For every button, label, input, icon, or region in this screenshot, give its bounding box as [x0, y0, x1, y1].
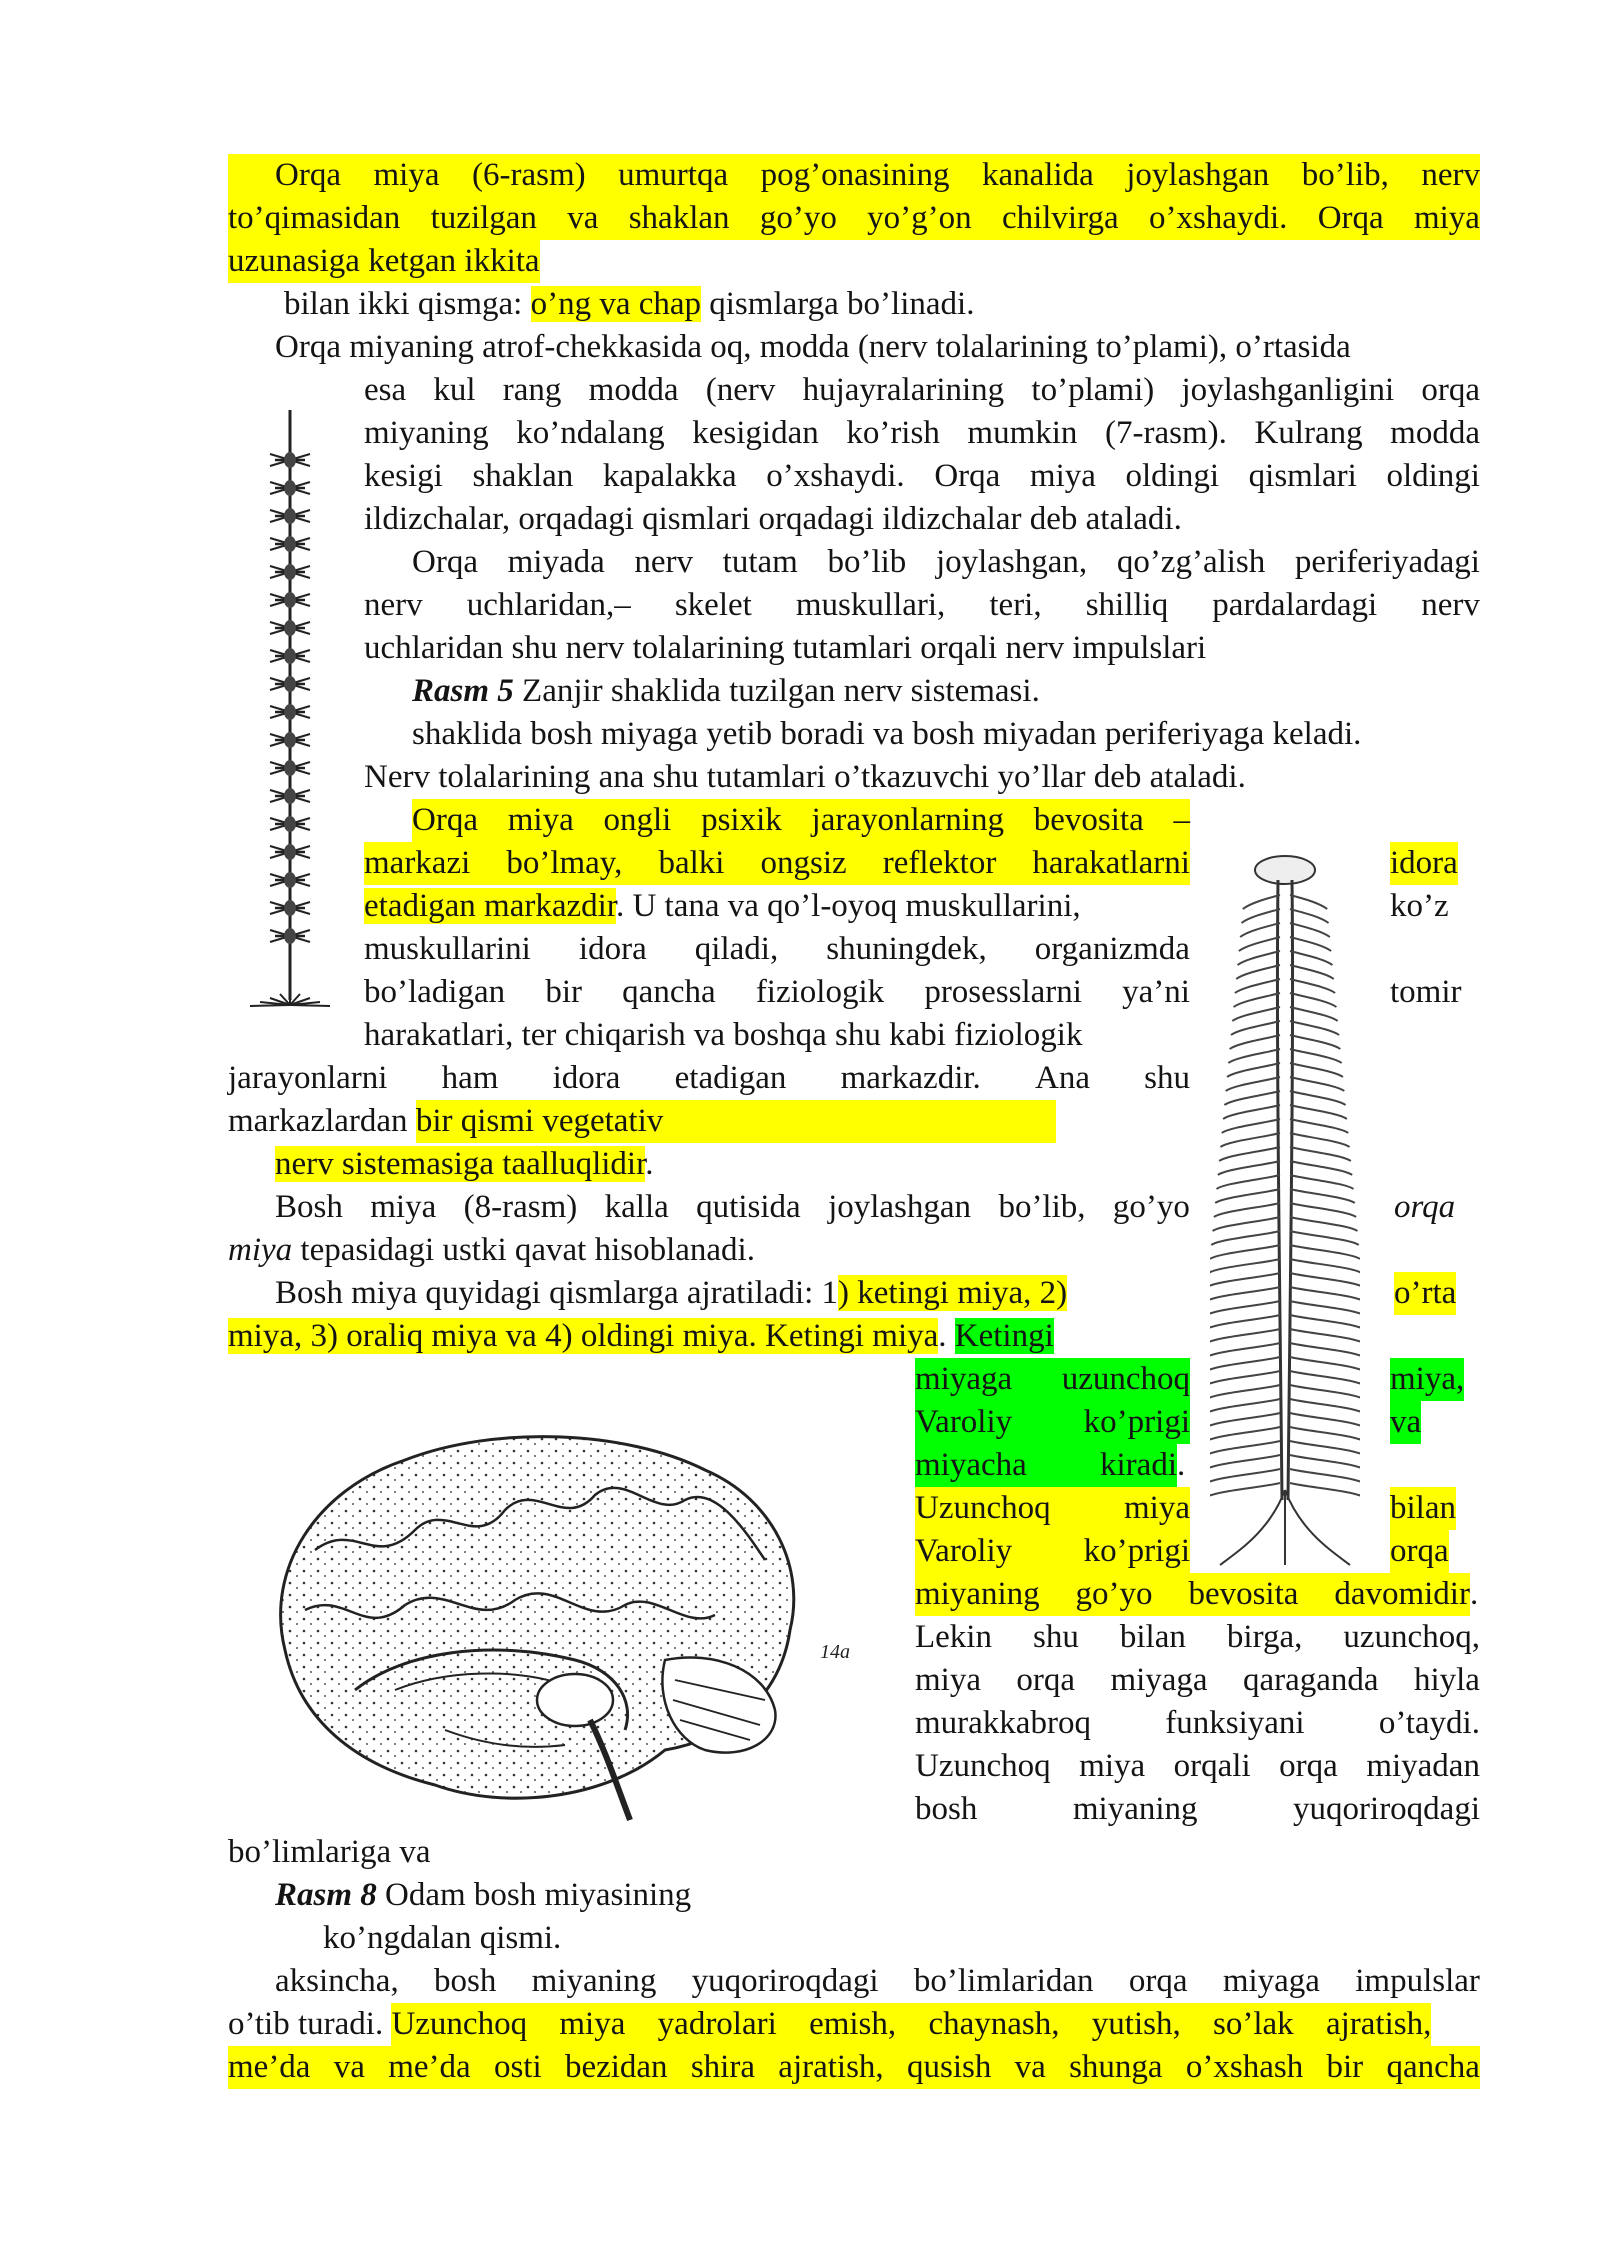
- word: umurtqa: [618, 157, 729, 193]
- justified-text: [228, 2046, 1480, 2089]
- word: orqali: [1173, 1748, 1251, 1784]
- word: –: [1173, 802, 1190, 838]
- word: bo’lib: [827, 544, 907, 580]
- italic-text: orqa: [1394, 1189, 1456, 1225]
- word: go’yo: [1112, 1189, 1190, 1225]
- word: muskullarini: [364, 931, 531, 967]
- word: kesigi: [364, 458, 443, 494]
- text-line: [228, 197, 1480, 240]
- word: Orqa: [275, 157, 341, 193]
- word: Lekin: [915, 1619, 992, 1655]
- word: (8-rasm): [463, 1189, 578, 1225]
- word: esa: [364, 372, 407, 408]
- word: periferiyadagi: [1294, 544, 1480, 580]
- word: ko’rish: [846, 415, 940, 451]
- word: bo’ladigan: [364, 974, 506, 1010]
- word: chilvirga: [1001, 200, 1119, 236]
- justified-text: [915, 1487, 1190, 1530]
- text-line-right: idora: [1390, 842, 1458, 885]
- word: modda: [588, 372, 679, 408]
- word: yutish,: [1091, 2006, 1181, 2042]
- word: Uzunchoq: [915, 1490, 1051, 1526]
- justified-text: [915, 1401, 1190, 1444]
- text-line: [364, 369, 1480, 412]
- word: yuqoriroqdagi: [691, 1963, 879, 1999]
- text-line: [275, 1272, 1067, 1315]
- text-line: [228, 154, 1480, 197]
- text-line-right: miya,: [1390, 1358, 1464, 1401]
- text-span: .: [645, 1146, 654, 1182]
- text-span: bilan ikki qismga:: [284, 286, 531, 322]
- text-line: [284, 283, 974, 326]
- word: Varoliy: [915, 1533, 1013, 1569]
- text-line: [915, 1444, 1190, 1487]
- text-line: [228, 1100, 1056, 1143]
- highlighted-justified-text: [391, 2003, 1431, 2046]
- word: bosh: [915, 1791, 978, 1827]
- word: aksincha,: [275, 1963, 399, 1999]
- highlighted-text: bir qismi vegetativ: [416, 1100, 1056, 1143]
- word: miya: [559, 2006, 626, 2042]
- word: kesigidan: [692, 415, 819, 451]
- word: bevosita: [1188, 1576, 1299, 1612]
- text-line: [275, 1186, 1190, 1229]
- word: o’xshaydi.: [766, 458, 905, 494]
- text-line: [915, 1487, 1190, 1530]
- word: harakatlarni: [1032, 845, 1190, 881]
- word: qaraganda: [1242, 1662, 1379, 1698]
- word: orqa: [1016, 1662, 1076, 1698]
- justified-text: [228, 1057, 1190, 1100]
- word: va: [333, 2049, 365, 2085]
- word: to’plami): [1031, 372, 1155, 408]
- word: hiyla: [1413, 1662, 1480, 1698]
- word: jarayonlarning: [811, 802, 1004, 838]
- word: o’taydi.: [1378, 1705, 1480, 1741]
- word: ko’prigi: [1083, 1404, 1190, 1440]
- justified-text: [228, 197, 1480, 240]
- text-span: . U tana va qo’l-oyoq muskullarini,: [615, 888, 1081, 924]
- word: me’da: [228, 2049, 311, 2085]
- highlighted-text: etadigan markazdir: [364, 888, 616, 924]
- word: ajratish,: [1325, 2006, 1432, 2042]
- word: chaynash,: [928, 2006, 1060, 2042]
- text-line: [364, 584, 1480, 627]
- word: joylashgan: [828, 1189, 972, 1225]
- text-line: [412, 799, 1190, 842]
- justified-text: [915, 1530, 1190, 1573]
- word: ongli: [603, 802, 672, 838]
- word: Kulrang: [1254, 415, 1363, 451]
- word: miya: [1413, 200, 1480, 236]
- word: rang: [502, 372, 562, 408]
- word: balki: [658, 845, 725, 881]
- word: kul: [433, 372, 476, 408]
- text-line: [412, 541, 1480, 584]
- word: etadigan: [674, 1060, 787, 1096]
- caption-label: Rasm 8: [275, 1877, 377, 1913]
- word: ajratish,: [778, 2049, 884, 2085]
- word: qancha: [622, 974, 716, 1010]
- word: hujayralarining: [802, 372, 1005, 408]
- word: me’da: [388, 2049, 471, 2085]
- text-span: tepasidagi ustki qavat hisoblanadi.: [292, 1232, 755, 1268]
- word: reflektor: [882, 845, 997, 881]
- text-span: .: [938, 1318, 955, 1354]
- word: oldingi: [1386, 458, 1480, 494]
- figure-caption: [412, 670, 1040, 713]
- word: davomidir: [1334, 1576, 1470, 1612]
- word: emish,: [809, 2006, 897, 2042]
- justified-text: [364, 412, 1480, 455]
- word: miyaga: [1110, 1662, 1208, 1698]
- word: bir: [545, 974, 582, 1010]
- word: qismlari: [1248, 458, 1357, 494]
- text-line: [228, 1057, 1190, 1100]
- text-line-right: tomir: [1390, 974, 1462, 1010]
- text-line-right: o’rta: [1394, 1272, 1456, 1315]
- caption-text: Odam bosh miyasining: [376, 1877, 692, 1913]
- text-line: [364, 455, 1480, 498]
- word: nerv: [364, 587, 423, 623]
- word: bo’lmay,: [506, 845, 623, 881]
- green-justified-text: [915, 1444, 1177, 1487]
- word: qo’zg’alish: [1116, 544, 1266, 580]
- chain-nervous-system-drawing: [245, 400, 335, 1030]
- text-line: [364, 842, 1190, 885]
- word: jarayonlarni: [228, 1060, 388, 1096]
- word: uzunchoq: [1061, 1361, 1190, 1397]
- text-line: [915, 1401, 1190, 1444]
- figure-caption: [275, 1874, 691, 1917]
- word: birga,: [1226, 1619, 1303, 1655]
- justified-text: [915, 1358, 1190, 1401]
- word: qiladi,: [694, 931, 779, 967]
- word: go’yo: [759, 200, 837, 236]
- caption-label: Rasm 5: [412, 673, 514, 709]
- text-line: [228, 1229, 755, 1272]
- word: miya: [915, 1662, 981, 1698]
- word: skelet: [674, 587, 752, 623]
- figure-chain-nervous-system: [245, 400, 335, 1030]
- word: joylashgan: [1126, 157, 1270, 193]
- word: joylashganligini: [1181, 372, 1395, 408]
- word: shira: [690, 2049, 755, 2085]
- word: shaklan: [628, 200, 730, 236]
- word: fiziologik: [755, 974, 885, 1010]
- word: impulslar: [1355, 1963, 1480, 1999]
- word: miyaga: [915, 1361, 1013, 1397]
- word: miyaning: [1072, 1791, 1198, 1827]
- word: miya: [1029, 458, 1096, 494]
- word: so’lak: [1213, 2006, 1294, 2042]
- word: shu: [1144, 1060, 1190, 1096]
- word: miyaning: [364, 415, 489, 451]
- italic-text: miya: [228, 1232, 293, 1268]
- word: murakkabroq: [915, 1705, 1091, 1741]
- word: Uzunchoq: [915, 1748, 1051, 1784]
- green-highlighted-text: Ketingi: [954, 1318, 1054, 1354]
- word: shunga: [1069, 2049, 1163, 2085]
- text-line: [915, 1573, 1480, 1616]
- justified-text: [915, 1616, 1480, 1659]
- justified-text: [364, 584, 1480, 627]
- word: o’xshash: [1185, 2049, 1304, 2085]
- highlighted-text: nerv sistemasiga taalluqlidir: [275, 1146, 646, 1182]
- word: idora: [578, 931, 647, 967]
- word: organizmda: [1034, 931, 1190, 967]
- text-span: Bosh miya quyidagi qismlarga ajratiladi: 1: [275, 1275, 839, 1311]
- text-span: .: [1177, 1447, 1186, 1483]
- word: shuningdek,: [826, 931, 987, 967]
- word: tuzilgan: [430, 200, 537, 236]
- word: miyada: [507, 544, 605, 580]
- word: ko’ndalang: [516, 415, 665, 451]
- justified-text: [275, 154, 1480, 197]
- word: uzunchoq,: [1343, 1619, 1480, 1655]
- word: pog’onasining: [760, 157, 950, 193]
- highlighted-text: ) ketingi miya, 2): [838, 1275, 1068, 1311]
- word: (7-rasm).: [1105, 415, 1227, 451]
- word: bosh: [434, 1963, 497, 1999]
- text-line: [915, 1530, 1190, 1573]
- word: miyadan: [1366, 1748, 1480, 1784]
- text-line: [364, 971, 1190, 1014]
- text-line-right: va: [1390, 1401, 1421, 1444]
- justified-text: [412, 799, 1190, 842]
- word: miyaning: [915, 1576, 1040, 1612]
- word: orqa: [1421, 372, 1480, 408]
- word: markazi: [364, 845, 471, 881]
- word: bilan: [1119, 1619, 1186, 1655]
- text-line: [915, 1616, 1480, 1659]
- justified-text: [275, 1960, 1480, 2003]
- word: yuqoriroqdagi: [1293, 1791, 1480, 1827]
- text-span: qismlarga bo’linadi.: [701, 286, 975, 322]
- word: miya: [1079, 1748, 1146, 1784]
- word: orqa: [1128, 1963, 1188, 1999]
- word: prosesslarni: [924, 974, 1082, 1010]
- word: joylashgan,: [935, 544, 1088, 580]
- word: oldingi: [1125, 458, 1220, 494]
- word: Varoliy: [915, 1404, 1013, 1440]
- word: ya’ni: [1122, 974, 1190, 1010]
- text-line: [364, 928, 1190, 971]
- text-line-right: [1394, 1186, 1455, 1229]
- text-line: [275, 1960, 1480, 2003]
- word: Bosh: [275, 1189, 343, 1225]
- word: modda: [1390, 415, 1480, 451]
- text-line: [915, 1659, 1480, 1702]
- figure-annotation: 14a: [820, 1641, 850, 1663]
- word: (6-rasm): [471, 157, 586, 193]
- word: qutisida: [696, 1189, 801, 1225]
- text-line: [915, 1702, 1480, 1745]
- text-line: [228, 1315, 1054, 1358]
- justified-text: [364, 928, 1190, 971]
- word: kiradi: [1100, 1447, 1177, 1483]
- word: Orqa: [934, 458, 1001, 494]
- brain-section-drawing: [245, 1400, 865, 1830]
- word: qusish: [906, 2049, 992, 2085]
- word: miya: [1124, 1490, 1190, 1526]
- word: tutam: [722, 544, 798, 580]
- figure-brain-section: [245, 1400, 865, 1830]
- word: kapalakka: [602, 458, 737, 494]
- word: orqa: [1279, 1748, 1338, 1784]
- justified-text: [364, 455, 1480, 498]
- word: ongsiz: [760, 845, 847, 881]
- text-line: [364, 885, 1081, 928]
- text-line: [228, 2046, 1480, 2089]
- word: ham: [441, 1060, 499, 1096]
- word: o’xshaydi.: [1148, 200, 1288, 236]
- spinal-cord-drawing: [1210, 850, 1360, 1570]
- word: va: [567, 200, 599, 236]
- text-line-right: bilan: [1390, 1487, 1456, 1530]
- justified-text: [915, 1702, 1480, 1745]
- justified-text: [915, 1788, 1480, 1831]
- figure-spinal-cord: [1210, 850, 1360, 1570]
- word: kanalida: [981, 157, 1094, 193]
- word: go’yo: [1075, 1576, 1153, 1612]
- caption-text: Zanjir shaklida tuzilgan nerv sistemasi.: [513, 673, 1040, 709]
- word: shu: [1033, 1619, 1079, 1655]
- word: mumkin: [967, 415, 1078, 451]
- justified-text: [364, 971, 1190, 1014]
- text-line: uzunasiga ketgan ikkita: [228, 240, 540, 283]
- word: Ana: [1034, 1060, 1090, 1096]
- justified-text: [364, 842, 1190, 885]
- highlighted-justified-text: [915, 1573, 1470, 1616]
- word: teri,: [989, 587, 1042, 623]
- text-line: ildizchalar, orqadagi qismlari orqadagi ildizchalar deb ataladi.: [364, 501, 1182, 537]
- word: bevosita: [1033, 802, 1144, 838]
- word: qancha: [1386, 2049, 1480, 2085]
- highlighted-text: miya, 3) oraliq miya va 4) oldingi miya. Ketingi miya: [228, 1318, 939, 1354]
- word: shaklan: [472, 458, 574, 494]
- text-line: uchlaridan shu nerv tolalarining tutamlari orqali nerv impulslari: [364, 630, 1207, 666]
- text-line: harakatlari, ter chiqarish va boshqa shu kabi fiziologik: [364, 1017, 1083, 1053]
- text-line: [364, 412, 1480, 455]
- word: Orqa: [1317, 200, 1384, 236]
- word: bezidan: [564, 2049, 668, 2085]
- justified-text: [412, 541, 1480, 584]
- justified-text: [364, 369, 1480, 412]
- word: bo’limlaridan: [913, 1963, 1094, 1999]
- word: miya: [373, 157, 440, 193]
- word: uchlaridan,–: [466, 587, 631, 623]
- text-line-right: ko’z: [1390, 888, 1449, 924]
- text-line: [228, 2003, 1480, 2046]
- justified-text: [915, 1659, 1480, 1702]
- word: va: [1014, 2049, 1046, 2085]
- word: Orqa: [412, 544, 478, 580]
- word: Uzunchoq: [391, 2006, 528, 2042]
- word: to’qimasidan: [228, 200, 401, 236]
- word: markazdir.: [840, 1060, 981, 1096]
- word: nerv: [634, 544, 694, 580]
- figure-caption-line: ko’ngdalan qismi.: [323, 1920, 562, 1956]
- word: miyaga: [1222, 1963, 1320, 1999]
- justified-text: [275, 1186, 1190, 1229]
- text-line: [915, 1788, 1480, 1831]
- word: shilliq: [1085, 587, 1169, 623]
- text-span: markazlardan: [228, 1103, 416, 1139]
- word: miya: [507, 802, 574, 838]
- word: pardalardagi: [1212, 587, 1378, 623]
- text-line: [275, 1143, 654, 1186]
- text-line: Nerv tolalarining ana shu tutamlari o’tkazuvchi yo’llar deb ataladi.: [364, 759, 1246, 795]
- word: funksiyani: [1165, 1705, 1305, 1741]
- text-line-right: orqa: [1390, 1530, 1449, 1573]
- text-line: bo’limlariga va: [228, 1834, 431, 1870]
- word: nerv: [1421, 157, 1480, 193]
- word: kalla: [604, 1189, 669, 1225]
- word: yadrolari: [657, 2006, 777, 2042]
- word: psixik: [701, 802, 782, 838]
- word: bir: [1326, 2049, 1364, 2085]
- word: idora: [552, 1060, 621, 1096]
- text-span: o’tib turadi.: [228, 2006, 392, 2042]
- word: osti: [493, 2049, 542, 2085]
- text-line: [915, 1358, 1190, 1401]
- word: bo’lib,: [1301, 157, 1389, 193]
- word: (nerv: [705, 372, 776, 408]
- text-line: Orqa miyaning atrof-chekkasida oq, modda (nerv tolalarining to’plami), o’rtasida: [275, 329, 1351, 365]
- highlighted-text: o’ng va chap: [530, 286, 702, 322]
- text-line: shaklida bosh miyaga yetib boradi va bosh miyadan periferiyaga keladi.: [412, 716, 1362, 752]
- word: miyacha: [915, 1447, 1027, 1483]
- text-span: .: [1470, 1576, 1479, 1612]
- word: miya: [370, 1189, 437, 1225]
- word: ko’prigi: [1083, 1533, 1190, 1569]
- word: Orqa: [412, 802, 478, 838]
- word: nerv: [1421, 587, 1480, 623]
- word: muskullari,: [795, 587, 946, 623]
- word: yo’g’on: [867, 200, 972, 236]
- word: miyaning: [531, 1963, 657, 1999]
- word: bo’lib,: [998, 1189, 1086, 1225]
- justified-text: [915, 1745, 1480, 1788]
- text-line: [915, 1745, 1480, 1788]
